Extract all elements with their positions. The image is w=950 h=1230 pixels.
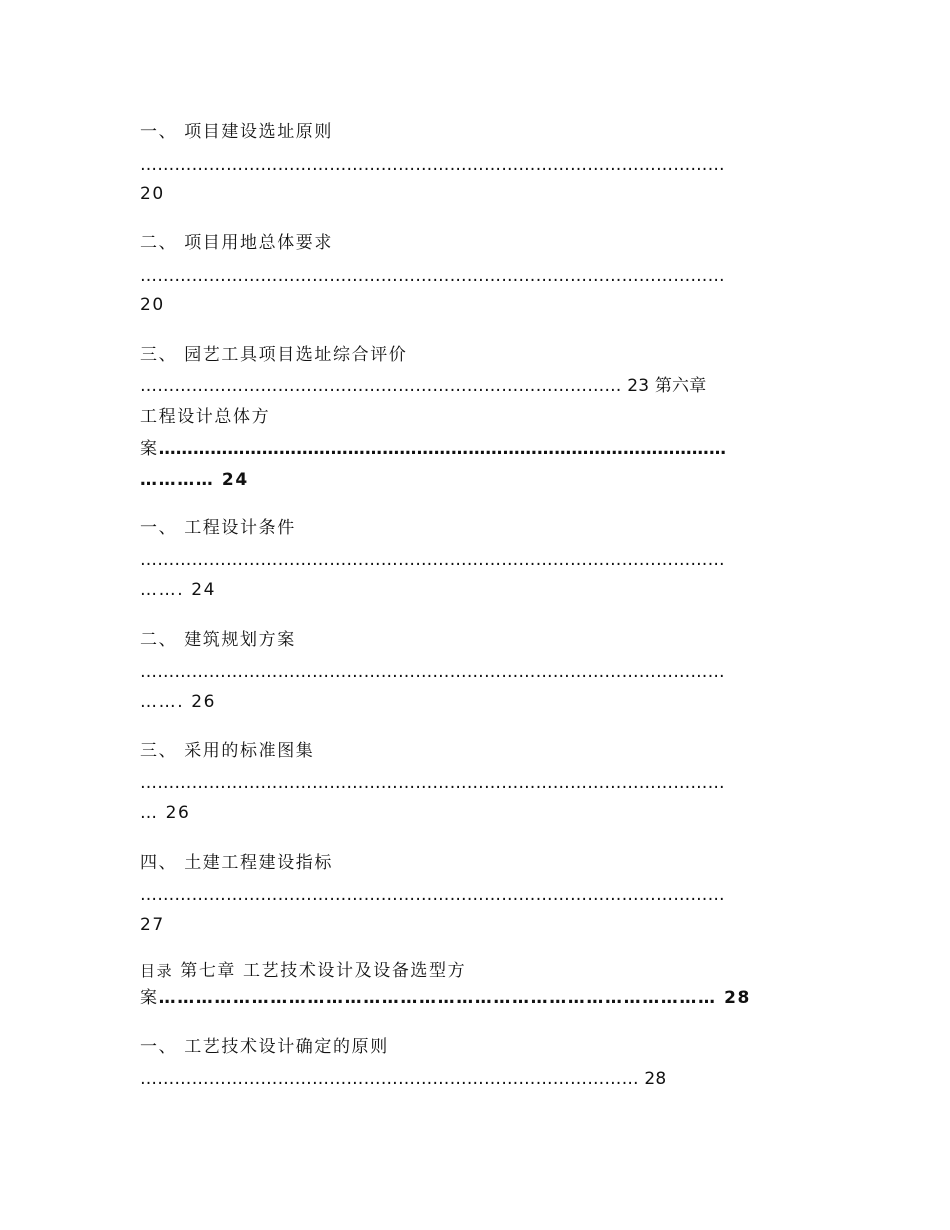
toc-page-number: … 26 xyxy=(140,803,191,823)
toc-page-number: ……. 26 xyxy=(140,692,217,712)
toc-leader-dots: ………………………………………………………………………………………… xyxy=(140,885,725,905)
toc-leader-dots: ………………………………………………………………………………………… xyxy=(140,662,725,682)
toc-label: 目录 xyxy=(140,962,174,980)
toc-entry-heading[interactable]: 三、 园艺工具项目选址综合评价 xyxy=(140,345,408,365)
chapter-title-tail: 案 xyxy=(140,439,159,459)
toc-entry-heading[interactable]: 三、 采用的标准图集 xyxy=(140,741,315,761)
toc-entry-heading[interactable]: 一、 工艺技术设计确定的原则 xyxy=(140,1037,389,1057)
toc-page-number: 27 xyxy=(140,915,165,935)
toc-entry-heading[interactable]: 二、 项目用地总体要求 xyxy=(140,233,334,253)
toc-leader-dots: ………………………………………………………………………………………… xyxy=(140,550,725,570)
chapter-leader-dots-with-page: ……………………………………………………………………………… 28 xyxy=(158,988,751,1008)
toc-entry-heading[interactable]: 四、 土建工程建设指标 xyxy=(140,853,334,873)
toc-leader-dots: ……………………………………………………………………………………… xyxy=(158,439,727,459)
toc-page-number: 20 xyxy=(140,295,165,315)
toc-page-number: ……. 24 xyxy=(140,580,217,600)
toc-entry-heading[interactable]: 二、 建筑规划方案 xyxy=(140,630,296,650)
chapter-title-line[interactable] xyxy=(140,960,466,982)
toc-leader-dots: ………………………………………………………………………………………… xyxy=(140,266,725,286)
toc-leader-dots: ………………………………………………………………………………………… xyxy=(140,155,725,175)
toc-entry-heading[interactable]: 一、 工程设计条件 xyxy=(140,518,296,538)
chapter-title-tail: 案 xyxy=(140,988,159,1008)
toc-leader-dots-with-page: …………………………………………………………………………… 28 xyxy=(140,1069,667,1089)
toc-leader-dots: ………………………………………………………………………………………… xyxy=(140,773,725,793)
toc-leader-dots-with-page: ………………………………………………………………………… 23 第六章 xyxy=(140,376,707,396)
chapter-title[interactable]: 工程设计总体方 xyxy=(140,407,271,427)
chapter-leader-line xyxy=(140,987,751,1009)
chapter-title: 第七章 工艺技术设计及设备选型方 xyxy=(180,961,467,981)
toc-entry-heading[interactable]: 一、 项目建设选址原则 xyxy=(140,122,334,142)
toc-page-number: 20 xyxy=(140,184,165,204)
chapter-page-number: ………… 24 xyxy=(140,470,249,490)
chapter-leader-line xyxy=(140,438,726,460)
